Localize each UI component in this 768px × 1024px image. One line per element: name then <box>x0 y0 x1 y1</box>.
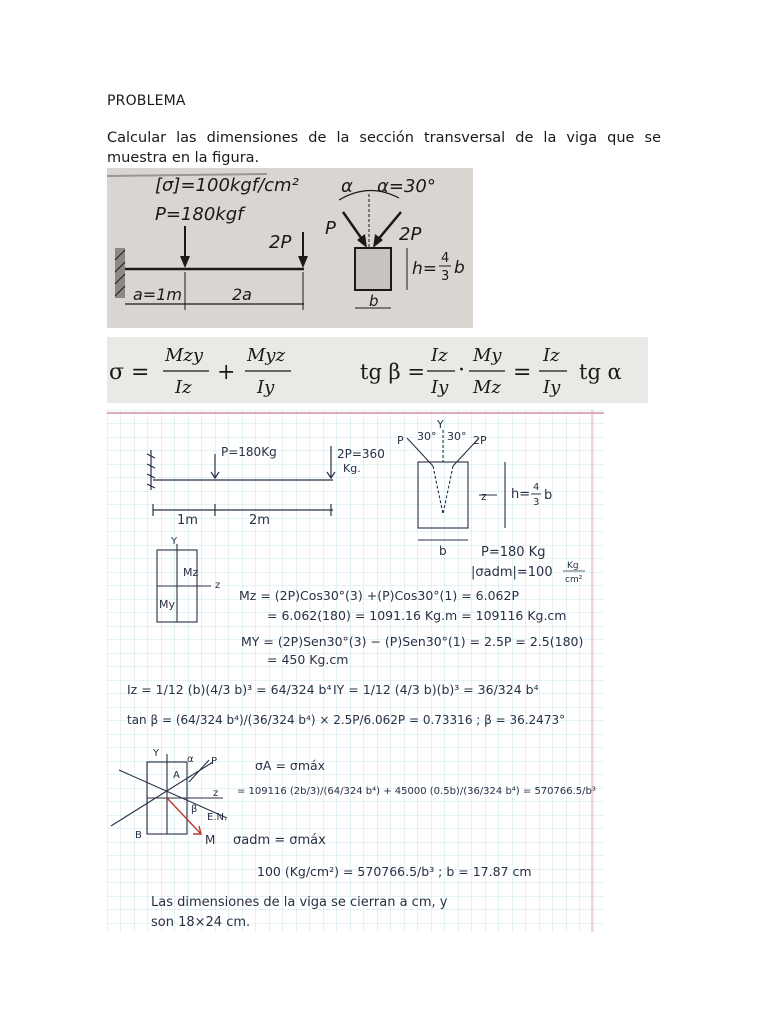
sec-p-label: P <box>397 434 404 447</box>
plus-sign: + <box>217 360 236 385</box>
frac2-den: Mz <box>473 377 501 398</box>
formula-strip <box>107 337 648 403</box>
diag-en: E.N. <box>207 812 228 823</box>
height-label: h= <box>412 259 438 279</box>
frac1-num: Iz <box>431 345 448 366</box>
sigma-adm-unit-den: cm² <box>565 575 583 585</box>
small-z-label: z <box>215 580 221 591</box>
sec-h-den: 3 <box>533 497 540 508</box>
sec-h-eq: h= <box>511 487 531 502</box>
iy-equation: IY = 1/12 (4/3 b)(b)³ = 36/324 b⁴ <box>333 682 539 697</box>
alpha-value: α=30° <box>377 176 436 197</box>
sec-ang1: 30° <box>417 430 437 443</box>
sec-2p-label: 2P <box>473 434 487 447</box>
frac3-den: Iy <box>543 377 561 398</box>
sec-b-label: b <box>439 544 447 558</box>
sigma-lhs: σ = <box>109 360 150 385</box>
frac1-den: Iy <box>431 377 449 398</box>
beam-load-p: P=180Kg <box>221 445 277 459</box>
my-line-1: MY = (2P)Sen30°(3) − (P)Sen30°(1) = 2.5P = 2.5(180) <box>241 634 584 649</box>
frac2-num: My <box>473 345 502 366</box>
dot-sign: · <box>458 358 465 383</box>
sigma-adm: |σadm|=100 <box>471 565 553 580</box>
diag-b: B <box>135 830 142 841</box>
tan-beta-equation: tan β = (64/324 b⁴)/(36/324 b⁴) × 2.5P/6.062P = 0.73316 ; β = 36.2473° <box>127 713 566 727</box>
sigma-equality: σadm = σmáx <box>233 833 326 848</box>
final-equation: 100 (Kg/cm²) = 570766.5/b³ ; b = 17.87 cm <box>257 864 532 879</box>
term2-den: Iy <box>257 377 275 398</box>
width-label: b <box>369 292 379 310</box>
height-frac-den: 3 <box>441 269 450 284</box>
diag-m: M <box>205 833 216 847</box>
handwritten-solution <box>107 410 604 932</box>
beam-load-2p-unit: Kg. <box>343 462 361 475</box>
mz-label: Mz <box>183 566 199 579</box>
my-line-2: = 450 Kg.cm <box>267 652 349 667</box>
mz-line-1: Mz = (2P)Cos30°(3) +(P)Cos30°(1) = 6.062P <box>239 588 519 603</box>
diag-p: P <box>211 756 218 767</box>
frac3-num: Iz <box>543 345 560 366</box>
conclusion-line-2: son 18×24 cm. <box>151 915 251 930</box>
section-p-label: P <box>325 218 336 239</box>
diag-z: z <box>213 788 219 799</box>
sec-ang2: 30° <box>447 430 467 443</box>
section-2p-label: 2P <box>399 224 422 245</box>
textbook-figure <box>107 168 473 328</box>
term2-num: Myz <box>247 345 286 366</box>
height-frac-b: b <box>454 258 465 278</box>
problem-heading: PROBLEMA <box>107 93 186 109</box>
allowable-stress-label: [σ]=100kgf/cm² <box>155 175 299 196</box>
diag-alpha: α <box>187 754 194 765</box>
sigma-a-line-2: = 109116 (2b/3)/(64/324 b⁴) + 45000 (0.5b)/(36/324 b⁴) = 570766.5/b³ <box>237 786 596 797</box>
p-value: P=180 Kg <box>481 545 546 560</box>
cross-section <box>355 248 391 290</box>
my-label: My <box>159 598 176 611</box>
tg-lhs: tg β = <box>360 360 425 384</box>
problem-statement: Calcular las dimensiones de la sección transversal de la viga que se muestra en la figura. <box>107 130 661 166</box>
load-2p-arrow <box>298 256 308 268</box>
sigma-a-line-1: σA = σmáx <box>255 758 326 773</box>
load-p-arrow <box>180 256 190 268</box>
diag-y: Y <box>153 748 160 759</box>
span-a-label: a=1m <box>133 285 182 304</box>
sec-z-label: z <box>481 490 487 503</box>
alpha-symbol: α <box>341 176 353 197</box>
sec-h-b: b <box>544 488 553 503</box>
diag-beta: β <box>191 804 198 815</box>
load-p-label: P=180kgf <box>155 204 244 225</box>
term1-den: Iz <box>175 377 192 398</box>
height-frac-num: 4 <box>441 251 450 266</box>
term1-num: Mzy <box>165 345 204 366</box>
tg-alpha: tg α <box>579 360 622 384</box>
dim-1m: 1m <box>177 513 198 528</box>
iz-equation: Iz = 1/12 (b)(4/3 b)³ = 64/324 b⁴ <box>127 682 332 697</box>
sec-h-num: 4 <box>533 482 540 493</box>
load-2p-label: 2P <box>269 232 292 253</box>
diag-a: A <box>173 770 180 781</box>
small-y-label: Y <box>171 536 178 547</box>
dim-2m: 2m <box>249 513 270 528</box>
conclusion-line-1: Las dimensiones de la viga se cierran a cm, y <box>151 895 448 910</box>
sigma-adm-unit-num: Kg <box>567 561 579 571</box>
sec-y-label: Y <box>437 418 444 431</box>
beam-load-2p: 2P=360 <box>337 447 385 461</box>
span-2a-label: 2a <box>232 285 252 304</box>
mz-line-2: = 6.062(180) = 1091.16 Kg.m = 109116 Kg.cm <box>267 608 567 623</box>
equals-sign: = <box>513 360 532 385</box>
